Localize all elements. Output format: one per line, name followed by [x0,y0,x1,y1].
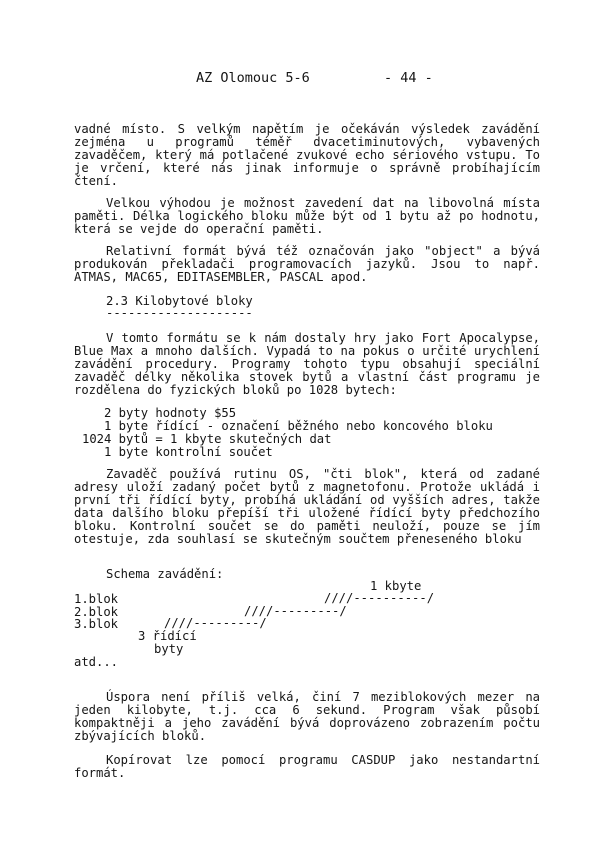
list-item: 1 byte řídící - označení běžného nebo koncového bloku [82,419,493,433]
paragraph-5-line: bloku. Kontrolní součet se do paměti neuloží, pouze se jím [74,519,540,533]
paragraph-4-line: Blue Max a mnoho dalších. Vypadá to na pokus o určité urychlení [74,344,540,358]
section-underline: -------------------- [106,306,253,320]
paragraph-1-line: je vrčení, které nás jinak informuje o správně probíhajícím [74,161,540,175]
schema-row-art: ////----------/ [324,591,435,605]
schema-title: Schema zavádění: [106,567,224,581]
paragraph-2-line: Velkou výhodou je možnost zavedení dat na libovolná místa [106,196,540,210]
list-item: 1 byte kontrolní součet [82,445,273,459]
paragraph-4-line: V tomto formátu se k nám dostaly hry jako Fort Apocalypse, [106,331,540,345]
paragraph-4-line: zavaděč délky několika stovek bytů a vlastní část programu je [74,370,540,384]
paragraph-1-line: čtení. [74,174,119,188]
schema-control-bytes-label: 3 řídící [138,629,197,643]
paragraph-1-line: zavaděčem, který má potlačené zvukové echo sériového vstupu. To [74,148,540,162]
header-title: AZ Olomouc 5-6 [196,70,310,86]
schema-row-label: 1.blok [74,592,119,606]
schema-row-label: 3.blok [74,617,119,631]
list-item: 2 byty hodnoty $55 [82,406,237,420]
paragraph-2-line: která se vejde do operační paměti. [74,222,324,236]
schema-etc: atd... [74,655,119,669]
section-heading: 2.3 Kilobytové bloky [106,294,253,308]
page-number: - 44 - [384,70,433,86]
schema-kbyte-label: 1 kbyte [370,579,422,593]
paragraph-5-line: adresy uloží zadaný počet bytů z magnetofonu. Protože ukládá i [74,480,540,494]
paragraph-6-line: Úspora není příliš velká, činí 7 meziblokových mezer na [106,690,540,704]
paragraph-3-line: produkován překladači programovacích jazyků. Jsou to např. [74,257,540,271]
list-item: 1024 bytů = 1 kbyte skutečných dat [82,432,332,446]
paragraph-5-line: otestuje, zda souhlasí se skutečným součtem přeneseného bloku [74,532,522,546]
paragraph-1-line: zejména u programů téměř dvacetiminutových, vybavených [74,135,540,149]
paragraph-3-line: ATMAS, MAC65, EDITASEMBLER, PASCAL apod. [74,270,368,284]
schema-row-art: ////---------/ [244,604,347,618]
schema-control-bytes-label: byty [154,642,184,656]
paragraph-5-line: Zavaděč používá rutinu OS, "čti blok", která od zadané [106,467,540,481]
paragraph-6-line: zbývajících bloků. [74,729,207,743]
paragraph-5-line: první tři řídící byty, probíhá ukládání od vyšších adres, takže [74,493,540,507]
paragraph-3-line: Relativní formát bývá též označován jako "object" a bývá [106,244,540,258]
paragraph-7-line: Kopírovat lze pomocí programu CASDUP jako nestandartní [106,753,540,767]
paragraph-7-line: formát. [74,766,126,780]
paragraph-5-line: data dalšího bloku přepíší tři uložené řídící byty předchozího [74,506,540,520]
schema-row-label: 2.blok [74,605,119,619]
paragraph-4-line: rozdělena do fyzických bloků po 1028 bytech: [74,383,397,397]
paragraph-1-line: vadné místo. S velkým napětím je očekáván výsledek zavádění [74,122,540,136]
paragraph-6-line: jeden kilobyte, t.j. cca 6 sekund. Program však působí [74,703,540,717]
paragraph-2-line: paměti. Délka logického bloku může být od 1 bytu až po hodnotu, [74,209,540,223]
paragraph-6-line: kompaktněji a jeho zavádění bývá doprovázeno zobrazením počtu [74,716,540,730]
schema-row-art: ////---------/ [164,616,267,630]
paragraph-4-line: zavádění procedury. Programy tohoto typu obsahují speciální [74,357,540,371]
